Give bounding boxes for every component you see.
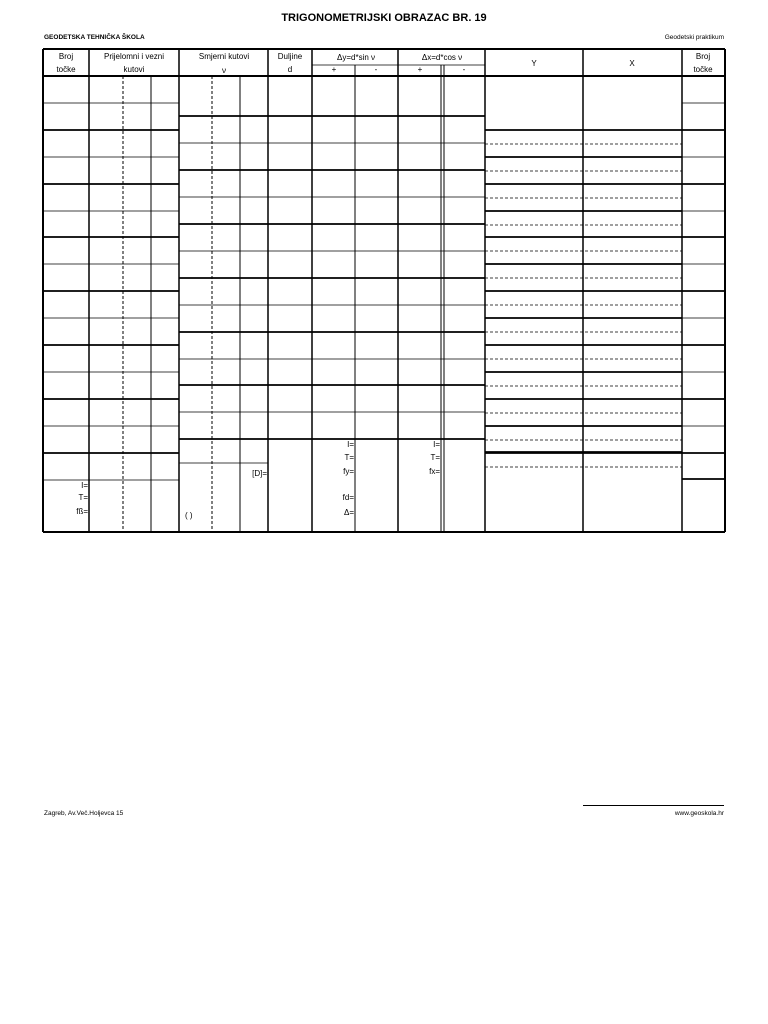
label-dy-delta: Δ=: [343, 508, 354, 517]
school-website: www.geoskola.hr: [674, 810, 724, 817]
page-title: TRIGONOMETRIJSKI OBRAZAC BR. 19: [281, 12, 487, 24]
header-dy-minus: -: [374, 65, 378, 74]
header-dy-plus: +: [331, 65, 337, 74]
header-broj2-1: Broj: [695, 52, 711, 61]
label-dy-T: T=: [344, 453, 354, 462]
header-duljine-2: d: [287, 65, 293, 74]
label-beta-f: fß=: [76, 507, 88, 516]
label-beta-I: I=: [81, 481, 88, 490]
header-duljine-1: Duljine: [277, 52, 303, 61]
label-beta-T: T=: [78, 493, 88, 502]
header-smjerni-1: Smjerni kutovi: [198, 52, 250, 61]
label-dy-I: I=: [347, 440, 354, 449]
header-dx: Δx=d*cos ν: [421, 53, 463, 62]
label-dy-fd: fd=: [342, 493, 354, 502]
label-dx-T: T=: [430, 453, 440, 462]
header-broj-1: Broj: [58, 52, 74, 61]
school-address: Zagreb, Av.Več.Holjevca 15: [44, 810, 124, 817]
header-broj-2: točke: [56, 65, 76, 74]
signature-line: [583, 805, 724, 806]
header-broj2-2: točke: [693, 65, 713, 74]
label-dy-fy: fy=: [343, 467, 354, 476]
header-prijelomni-1: Prijelomni i vezni: [103, 52, 165, 61]
header-x: X: [629, 59, 635, 68]
header-smjerni-2: ν: [222, 66, 226, 75]
header-dx-minus: -: [462, 65, 466, 74]
header-dy: Δy=d*sin ν: [336, 53, 376, 62]
label-dx-fx: fx=: [429, 467, 440, 476]
header-prijelomni-2: kutovi: [123, 65, 145, 74]
label-paren: ( ): [185, 511, 193, 520]
subject-name: Geodetski praktikum: [664, 34, 724, 41]
label-dx-I: I=: [433, 440, 440, 449]
header-dx-plus: +: [417, 65, 423, 74]
table-grid: [43, 49, 725, 532]
school-name: GEODETSKA TEHNIČKA ŠKOLA: [44, 34, 145, 41]
header-y: Y: [531, 59, 537, 68]
label-D-sum: [D]=: [252, 469, 267, 478]
